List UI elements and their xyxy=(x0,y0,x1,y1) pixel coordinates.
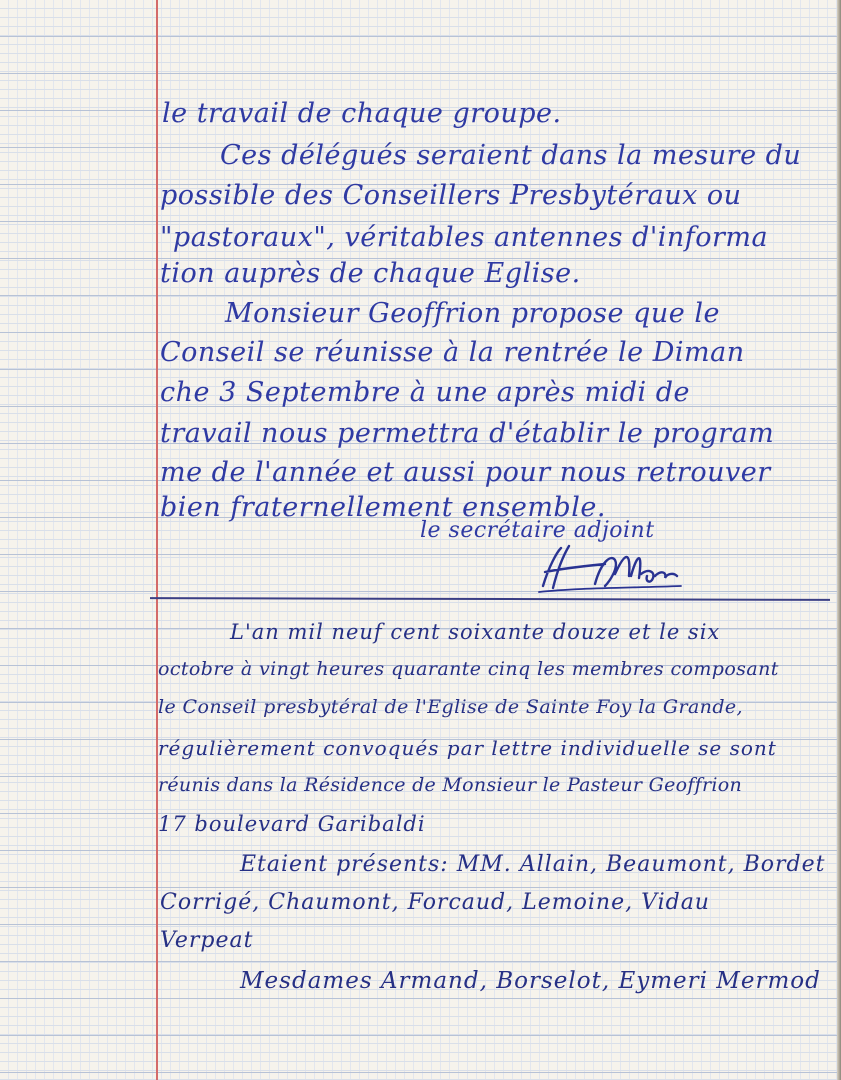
text-line: travail nous permettra d'établir le program xyxy=(160,418,775,449)
text-line: Corrigé, Chaumont, Forcaud, Lemoine, Vidau xyxy=(160,890,710,915)
text-line: tion auprès de chaque Eglise. xyxy=(160,258,581,289)
text-line: Verpeat xyxy=(160,928,254,953)
text-line: Ces délégués seraient dans la mesure du xyxy=(220,140,802,171)
text-line: Mesdames Armand, Borselot, Eymeri Mermod xyxy=(240,968,821,994)
text-line: "pastoraux", véritables antennes d'informa xyxy=(160,222,769,253)
text-line: me de l'année et aussi pour nous retrouver xyxy=(160,457,771,488)
signature-title: le secrétaire adjoint xyxy=(420,518,655,543)
text-line: 17 boulevard Garibaldi xyxy=(158,812,426,836)
text-line: le travail de chaque groupe. xyxy=(162,98,562,129)
text-line: L'an mil neuf cent soixante douze et le six xyxy=(230,620,721,644)
text-line: Conseil se réunisse à la rentrée le Diman xyxy=(160,337,745,368)
margin-line xyxy=(156,0,158,1080)
text-line: Monsieur Geoffrion propose que le xyxy=(225,298,720,329)
signature xyxy=(535,542,685,598)
text-line: che 3 Septembre à une après midi de xyxy=(160,377,690,408)
text-line: régulièrement convoqués par lettre individuelle se sont xyxy=(158,736,777,760)
text-line: possible des Conseillers Presbytéraux ou xyxy=(160,180,742,211)
text-line: bien fraternellement ensemble. xyxy=(160,492,606,523)
text-line: le Conseil presbytéral de l'Eglise de Sainte Foy la Grande, xyxy=(158,696,743,718)
text-line: réunis dans la Résidence de Monsieur le Pasteur Geoffrion xyxy=(158,774,743,796)
text-line: octobre à vingt heures quarante cinq les membres composant xyxy=(158,658,779,680)
page-edge xyxy=(837,0,841,1080)
section-separator xyxy=(150,597,830,601)
text-line: Etaient présents: MM. Allain, Beaumont, Bordet xyxy=(240,852,826,877)
